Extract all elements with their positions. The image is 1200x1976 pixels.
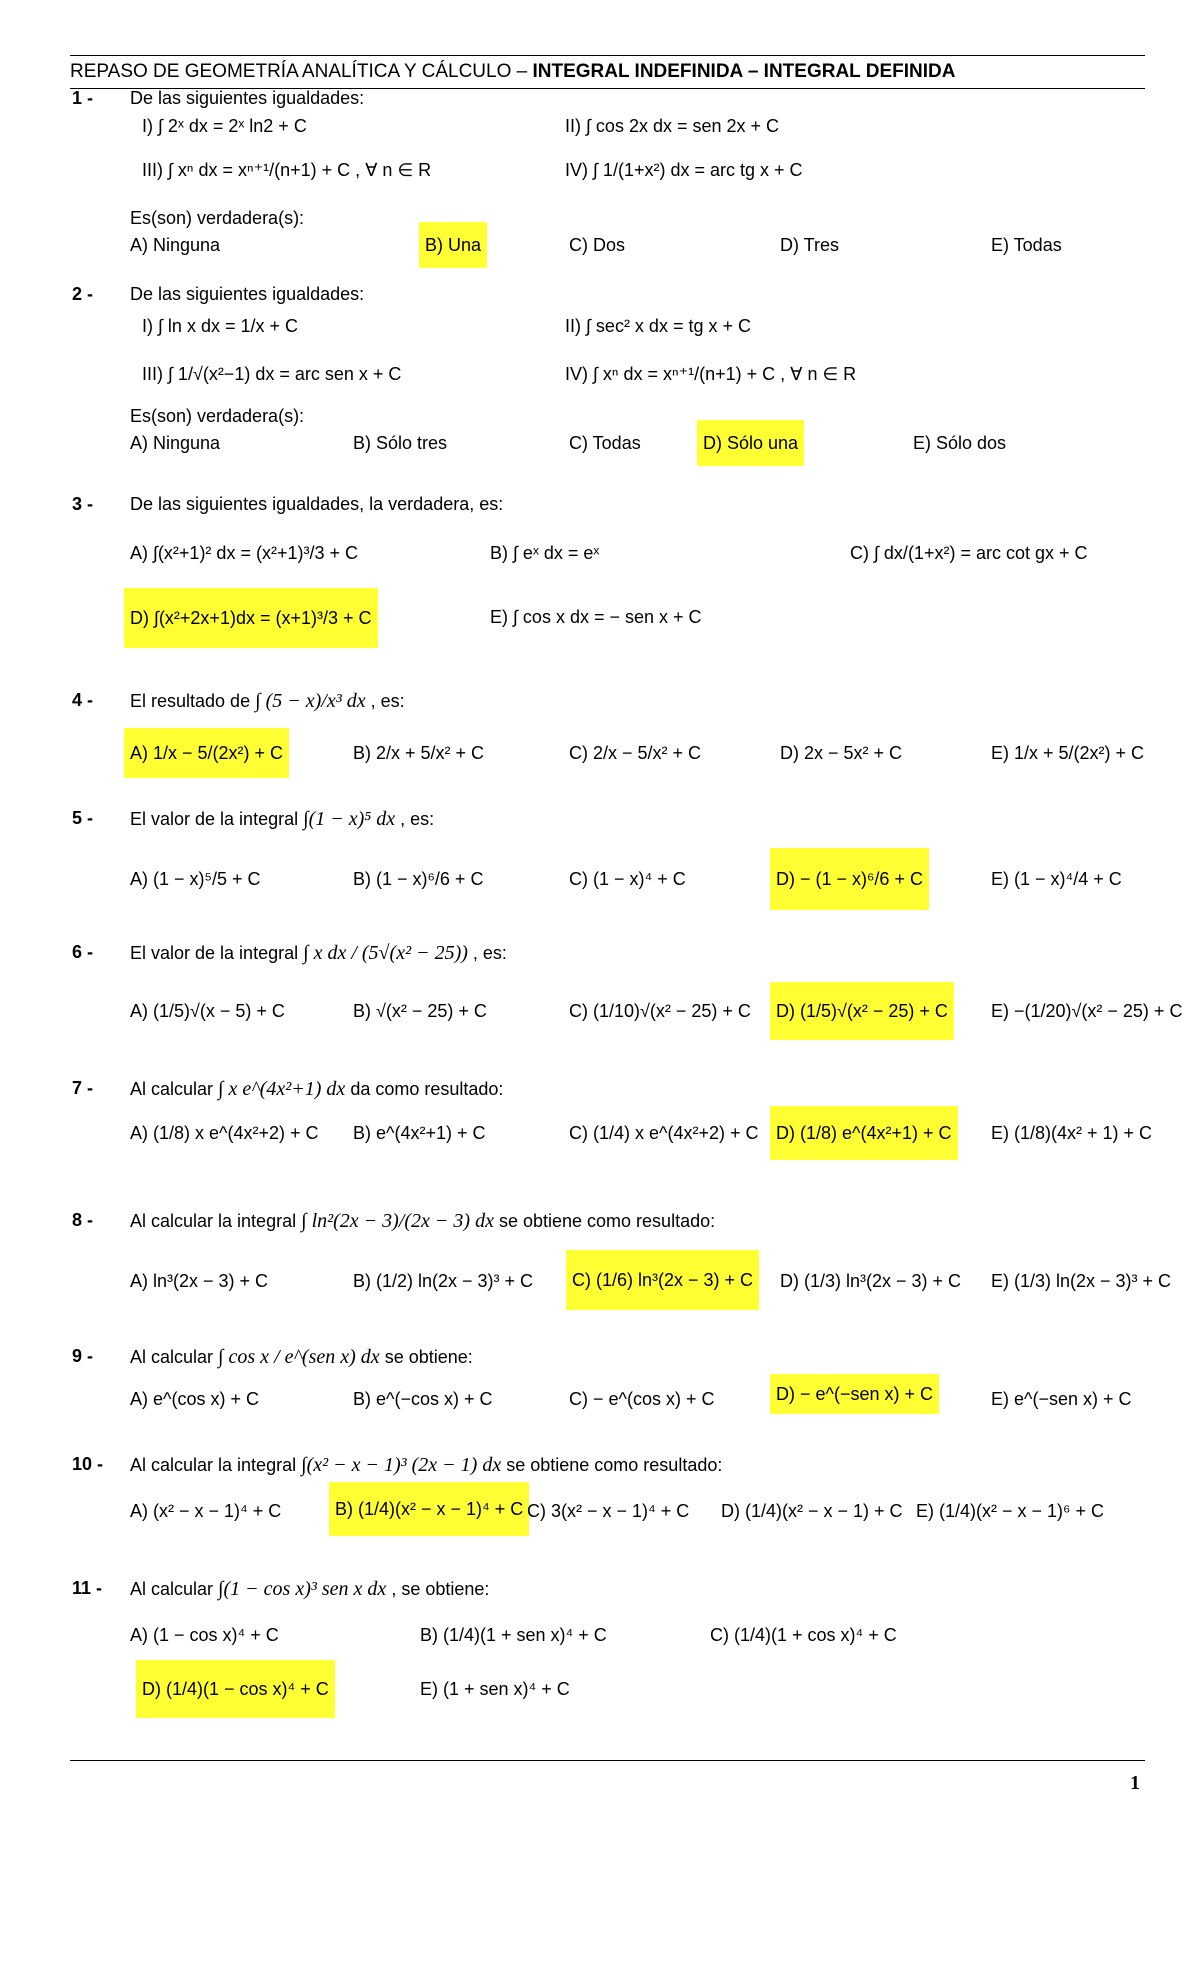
prompt-post: , es: [472,943,507,963]
option-d[interactable]: D) (1/4)(1 − cos x)⁴ + C [136,1660,335,1718]
prompt-math: ∫(1 − x)⁵ dx [303,808,396,830]
question-number: 3 - [72,494,94,514]
statement-I: I) ∫ 2ˣ dx = 2ˣ ln2 + C [142,116,307,136]
option-b[interactable]: B) Sólo tres [353,432,448,453]
option-c[interactable]: C) (1/10)√(x² − 25) + C [569,1000,751,1021]
option-e[interactable]: E) (1/8)(4x² + 1) + C [991,1122,1153,1143]
question-number: 2 - [72,284,94,304]
prompt-pre: Al calcular la integral [130,1211,297,1231]
option-b[interactable]: B) (1/2) ln(2x − 3)³ + C [353,1270,534,1291]
statement-I: I) ∫ ln x dx = 1/x + C [142,316,298,336]
prompt-post: , se obtiene: [391,1579,490,1599]
header-bold: INTEGRAL INDEFINIDA – INTEGRAL DEFINIDA [532,61,956,82]
option-c[interactable]: C) (1 − x)⁴ + C [569,868,686,889]
option-b[interactable]: B) (1/4)(x² − x − 1)⁴ + C [329,1482,529,1536]
option-b[interactable]: B) ∫ eˣ dx = eˣ [490,542,600,563]
option-e[interactable]: E) Todas [991,234,1062,255]
option-c[interactable]: C) Dos [569,234,626,255]
statement-IV: IV) ∫ xⁿ dx = xⁿ⁺¹/(n+1) + C , ∀ n ∈ R [565,364,857,384]
prompt-math: ∫(1 − cos x)³ sen x dx [218,1578,387,1600]
option-d[interactable]: D) − (1 − x)⁶/6 + C [770,848,929,910]
option-c[interactable]: C) − e^(cos x) + C [569,1388,715,1409]
question-number: 8 - [72,1210,94,1230]
option-a[interactable]: A) Ninguna [130,432,221,453]
option-a[interactable]: A) Ninguna [130,234,221,255]
header-normal: REPASO DE GEOMETRÍA ANALÍTICA Y CÁLCULO – [70,61,533,82]
option-a[interactable]: A) (1/8) x e^(4x²+2) + C [130,1122,319,1143]
option-c[interactable]: C) 3(x² − x − 1)⁴ + C [527,1500,690,1521]
prompt-pre: Al calcular [130,1347,214,1367]
option-d[interactable]: D) 2x − 5x² + C [780,742,903,763]
prompt-pre: El valor de la integral [130,809,299,829]
prompt-post: , es: [370,691,405,711]
option-e[interactable]: E) e^(−sen x) + C [991,1388,1132,1409]
option-c[interactable]: C) 2/x − 5/x² + C [569,742,702,763]
question-number: 6 - [72,942,94,962]
option-d[interactable]: D) (1/4)(x² − x − 1) + C [721,1500,903,1521]
question-prompt [130,1346,473,1369]
option-a[interactable]: A) (1 − x)⁵/5 + C [130,868,261,889]
prompt-post: se obtiene: [384,1347,473,1367]
prompt-math: ∫ ln²(2x − 3)/(2x − 3) dx [301,1210,494,1232]
question-number: 11 - [72,1578,103,1598]
option-b[interactable]: B) 2/x + 5/x² + C [353,742,485,763]
statement-II: II) ∫ cos 2x dx = sen 2x + C [565,116,780,136]
option-a[interactable]: A) e^(cos x) + C [130,1388,259,1409]
prompt-post: , es: [400,809,435,829]
prompt-post: da como resultado: [350,1079,504,1099]
question-prompt [130,690,405,713]
option-d[interactable]: D) (1/5)√(x² − 25) + C [770,982,954,1040]
prompt-math: ∫ x e^(4x²+1) dx [218,1078,346,1100]
option-c[interactable]: C) (1/4) x e^(4x²+2) + C [569,1122,759,1143]
option-d[interactable]: D) (1/8) e^(4x²+1) + C [770,1106,958,1160]
question-prompt: De las siguientes igualdades: [130,88,365,108]
prompt-pre: Al calcular [130,1579,214,1599]
question-prompt [130,1454,722,1477]
question-prompt: De las siguientes igualdades, la verdadera, es: [130,494,504,514]
option-a[interactable]: A) (1/5)√(x − 5) + C [130,1000,285,1021]
question-prompt [130,942,507,965]
question-prompt [130,808,434,831]
question-number: 7 - [72,1078,94,1098]
option-b[interactable]: B) e^(−cos x) + C [353,1388,493,1409]
option-a[interactable]: A) ∫(x²+1)² dx = (x²+1)³/3 + C [130,542,358,563]
option-b[interactable]: B) √(x² − 25) + C [353,1000,487,1021]
question-prompt [130,1078,503,1101]
statement-II: II) ∫ sec² x dx = tg x + C [565,316,751,336]
option-a[interactable]: A) ln³(2x − 3) + C [130,1270,269,1291]
prompt-pre: Al calcular la integral [130,1455,297,1475]
question-number: 10 - [72,1454,104,1474]
option-e[interactable]: E) (1/4)(x² − x − 1)⁶ + C [916,1500,1104,1521]
option-a[interactable]: A) (x² − x − 1)⁴ + C [130,1500,282,1521]
option-b[interactable]: B) e^(4x²+1) + C [353,1122,486,1143]
option-b[interactable]: B) (1 − x)⁶/6 + C [353,868,484,889]
option-e[interactable]: E) 1/x + 5/(2x²) + C [991,742,1145,763]
option-e[interactable]: E) (1/3) ln(2x − 3)³ + C [991,1270,1172,1291]
option-e[interactable]: E) −(1/20)√(x² − 25) + C [991,1000,1183,1021]
prompt-post: se obtiene como resultado: [498,1211,716,1231]
option-d[interactable]: D) Sólo una [697,420,804,466]
option-d[interactable]: D) Tres [780,234,840,255]
prompt-post: se obtiene como resultado: [506,1455,723,1475]
prompt-pre: El resultado de [130,691,251,711]
question-prompt [130,1210,715,1233]
option-b[interactable]: B) Una [419,222,487,268]
statement-III: III) ∫ 1/√(x²−1) dx = arc sen x + C [142,364,402,384]
option-c[interactable]: C) Todas [569,432,641,453]
prompt-math: ∫ (5 − x)/x³ dx [255,690,366,712]
statement-tail: Es(son) verdadera(s): [130,406,305,426]
question-number: 1 - [72,88,94,108]
option-a[interactable]: A) (1 − cos x)⁴ + C [130,1624,279,1645]
question-prompt: De las siguientes igualdades: [130,284,365,304]
option-e[interactable]: E) Sólo dos [913,432,1007,453]
prompt-pre: El valor de la integral [130,943,299,963]
question-number: 9 - [72,1346,94,1366]
page-header [70,55,1145,89]
statement-IV: IV) ∫ 1/(1+x²) dx = arc tg x + C [565,160,803,180]
option-b[interactable]: B) (1/4)(1 + sen x)⁴ + C [420,1624,607,1645]
option-c[interactable]: C) ∫ dx/(1+x²) = arc cot gx + C [850,542,1088,563]
prompt-math: ∫ cos x / e^(sen x) dx [218,1346,380,1368]
statement-tail: Es(son) verdadera(s): [130,208,305,228]
footer-divider [70,1760,1145,1761]
option-d[interactable]: D) (1/3) ln³(2x − 3) + C [780,1270,962,1291]
option-e[interactable]: E) (1 + sen x)⁴ + C [420,1678,570,1699]
prompt-math: ∫ x dx / (5√(x² − 25)) [303,942,468,964]
option-d[interactable]: D) ∫(x²+2x+1)dx = (x+1)³/3 + C [124,588,378,648]
option-d[interactable]: D) − e^(−sen x) + C [770,1374,939,1414]
option-e[interactable]: E) ∫ cos x dx = − sen x + C [490,606,702,627]
option-a[interactable]: A) 1/x − 5/(2x²) + C [124,728,289,778]
statement-III: III) ∫ xⁿ dx = xⁿ⁺¹/(n+1) + C , ∀ n ∈ R [142,160,432,180]
question-number: 5 - [72,808,94,828]
question-number: 4 - [72,690,94,710]
option-c[interactable]: C) (1/4)(1 + cos x)⁴ + C [710,1624,897,1645]
prompt-pre: Al calcular [130,1079,214,1099]
prompt-math: ∫(x² − x − 1)³ (2x − 1) dx [301,1454,502,1476]
question-prompt [130,1578,489,1601]
option-c[interactable]: C) (1/6) ln³(2x − 3) + C [566,1250,759,1310]
option-e[interactable]: E) (1 − x)⁴/4 + C [991,868,1122,889]
page-number: 1 [1130,1772,1140,1794]
